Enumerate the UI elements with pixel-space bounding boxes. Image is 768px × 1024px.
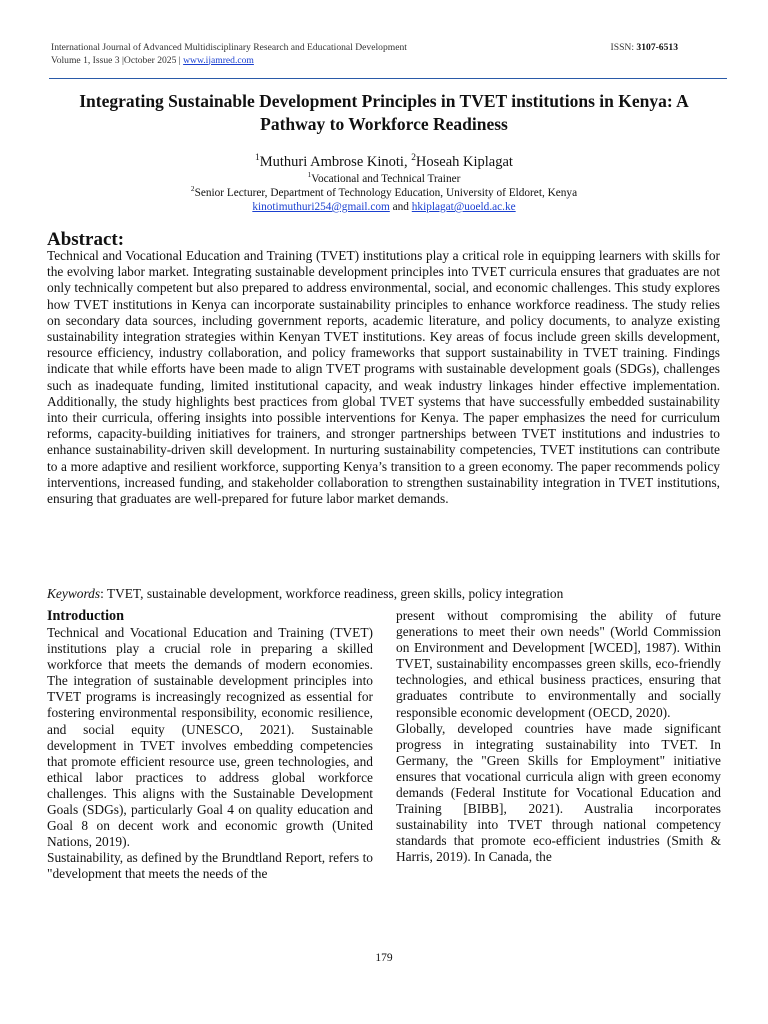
volume-issue-text: Volume 1, Issue 3 |October 2025 | (51, 54, 181, 66)
affiliation-1-text: Vocational and Technical Trainer (311, 173, 461, 185)
affiliation-2 (0, 186, 768, 200)
authors-line (0, 153, 768, 171)
affiliation-1 (0, 172, 768, 186)
left-column (47, 608, 373, 883)
keywords-line (47, 586, 727, 602)
introduction-heading: Introduction (47, 608, 124, 624)
author2-marker: 2 (411, 153, 416, 164)
issn-label: ISSN: (610, 42, 635, 53)
right-column (396, 608, 721, 866)
email-separator: and (389, 201, 412, 213)
journal-website-link[interactable]: www.ijamred.com (183, 54, 254, 66)
affiliation-2-marker: 2 (190, 184, 195, 194)
abstract-heading: Abstract: (47, 229, 125, 250)
journal-name: International Journal of Advanced Multidisciplinary Research and Educational Development (51, 42, 407, 53)
issn (611, 42, 678, 55)
email-link-2[interactable]: hkiplagat@uoeld.ac.ke (411, 201, 516, 213)
author1-marker: 1 (255, 153, 260, 164)
intro-paragraph-2: Sustainability, as defined by the Brundtland Report, refers to "development that meets the needs of the (47, 850, 373, 882)
keywords-label: Keywords (47, 586, 101, 601)
issn-value: 3107-6513 (636, 42, 678, 53)
intro-paragraph-4: Globally, developed countries have made significant progress in integrating sustainability into TVET. In Germany, the "Green Skills for Employment" initiative ensures that vocational curricula align with green economy demands (Federal Institute for Vocational Education and Training [BIBB], 2021). Australia incorporates sustainability into TVET through national competency standards that promote eco-efficient industries (Smith & Harris, 2019). In Canada, the (396, 720, 721, 865)
affiliation-2-text: Senior Lecturer, Department of Technology Education, University of Eldoret, Kenya (194, 187, 578, 199)
abstract-text: Technical and Vocational Education and Training (TVET) institutions play a critical role in equipping learners with skills for the evolving labor market. Integrating sustainable development principles into TVET curricula ensures that graduates are not only technically competent but also prepared to address environmental, social, and economic challenges. This study explores how TVET institutions in Kenya can incorporate sustainability principles to enhance workforce readiness. The study relies on secondary data sources, including government reports, academic literature, and policy documents, to analyze existing sustainability integration strategies within Kenyan TVET institutions. Key areas of focus include green skills development, resource efficiency, industry collaboration, and policy frameworks that support sustainability in TVET training. Findings indicate that while efforts have been made to align TVET programs with sustainable development goals (SDGs), challenges such as inadequate funding, limited institutional capacity, and weak industry linkages hinder effective implementation. Additionally, the study highlights best practices from global TVET systems that have successfully embedded sustainability into their curricula, offering insights into possible interventions for Kenya. The paper emphasizes the need for curriculum reforms, capacity-building initiatives for trainers, and stronger partnerships between TVET institutions and industries to enhance sustainability-driven skill development. In nurturing sustainability competencies, TVET institutions can contribute to a more adaptive and resilient workforce, supporting Kenya’s transition to a green economy. The paper recommends policy interventions, increased funding, and stakeholder collaboration to strengthen sustainability integration in TVET institutions, ensuring that graduates are well-prepared for future labor market demands. (47, 248, 720, 507)
intro-paragraph-1: Technical and Vocational Education and Training (TVET) institutions play a crucial role in preparing a skilled workforce that meets the demands of modern economies. The integration of sustainable development principles into TVET programs is increasingly recognized as essential for fostering environmental responsibility, economic resilience, and social equity (UNESCO, 2021). Sustainable development in TVET involves embedding competencies that promote efficient resource use, green technologies, and ethical labor practices to address global workforce challenges. This aligns with the Sustainable Development Goals (SDGs), particularly Goal 4 on quality education and Goal 8 on decent work and economic growth (United Nations, 2019). (47, 625, 373, 850)
author1-name: Muthuri Ambrose Kinoti, (259, 154, 408, 170)
volume-issue (51, 55, 728, 68)
keywords-text: : TVET, sustainable development, workforce readiness, green skills, policy integration (100, 586, 564, 601)
running-header (51, 42, 728, 67)
affiliation-1-marker: 1 (307, 170, 312, 180)
page-number: 179 (375, 952, 393, 964)
intro-paragraph-3: present without compromising the ability of future generations to meet their own needs" (World Commission on Environment and Development [WCED], 1987). Within TVET, sustainability encompasses green skills, eco-friendly technologies, and ethical business practices, ensuring that graduates contribute to environmentally and socially responsible economic development (OECD, 2020). (396, 608, 721, 720)
author2-name: Hoseah Kiplagat (415, 154, 513, 170)
email-link-1[interactable]: kinotimuthuri254@gmail.com (252, 201, 390, 213)
paper-title: Integrating Sustainable Development Principles in TVET institutions in Kenya: A Pathway to Workforce Readiness (79, 91, 689, 134)
author-emails (0, 200, 768, 214)
header-divider (49, 78, 727, 79)
